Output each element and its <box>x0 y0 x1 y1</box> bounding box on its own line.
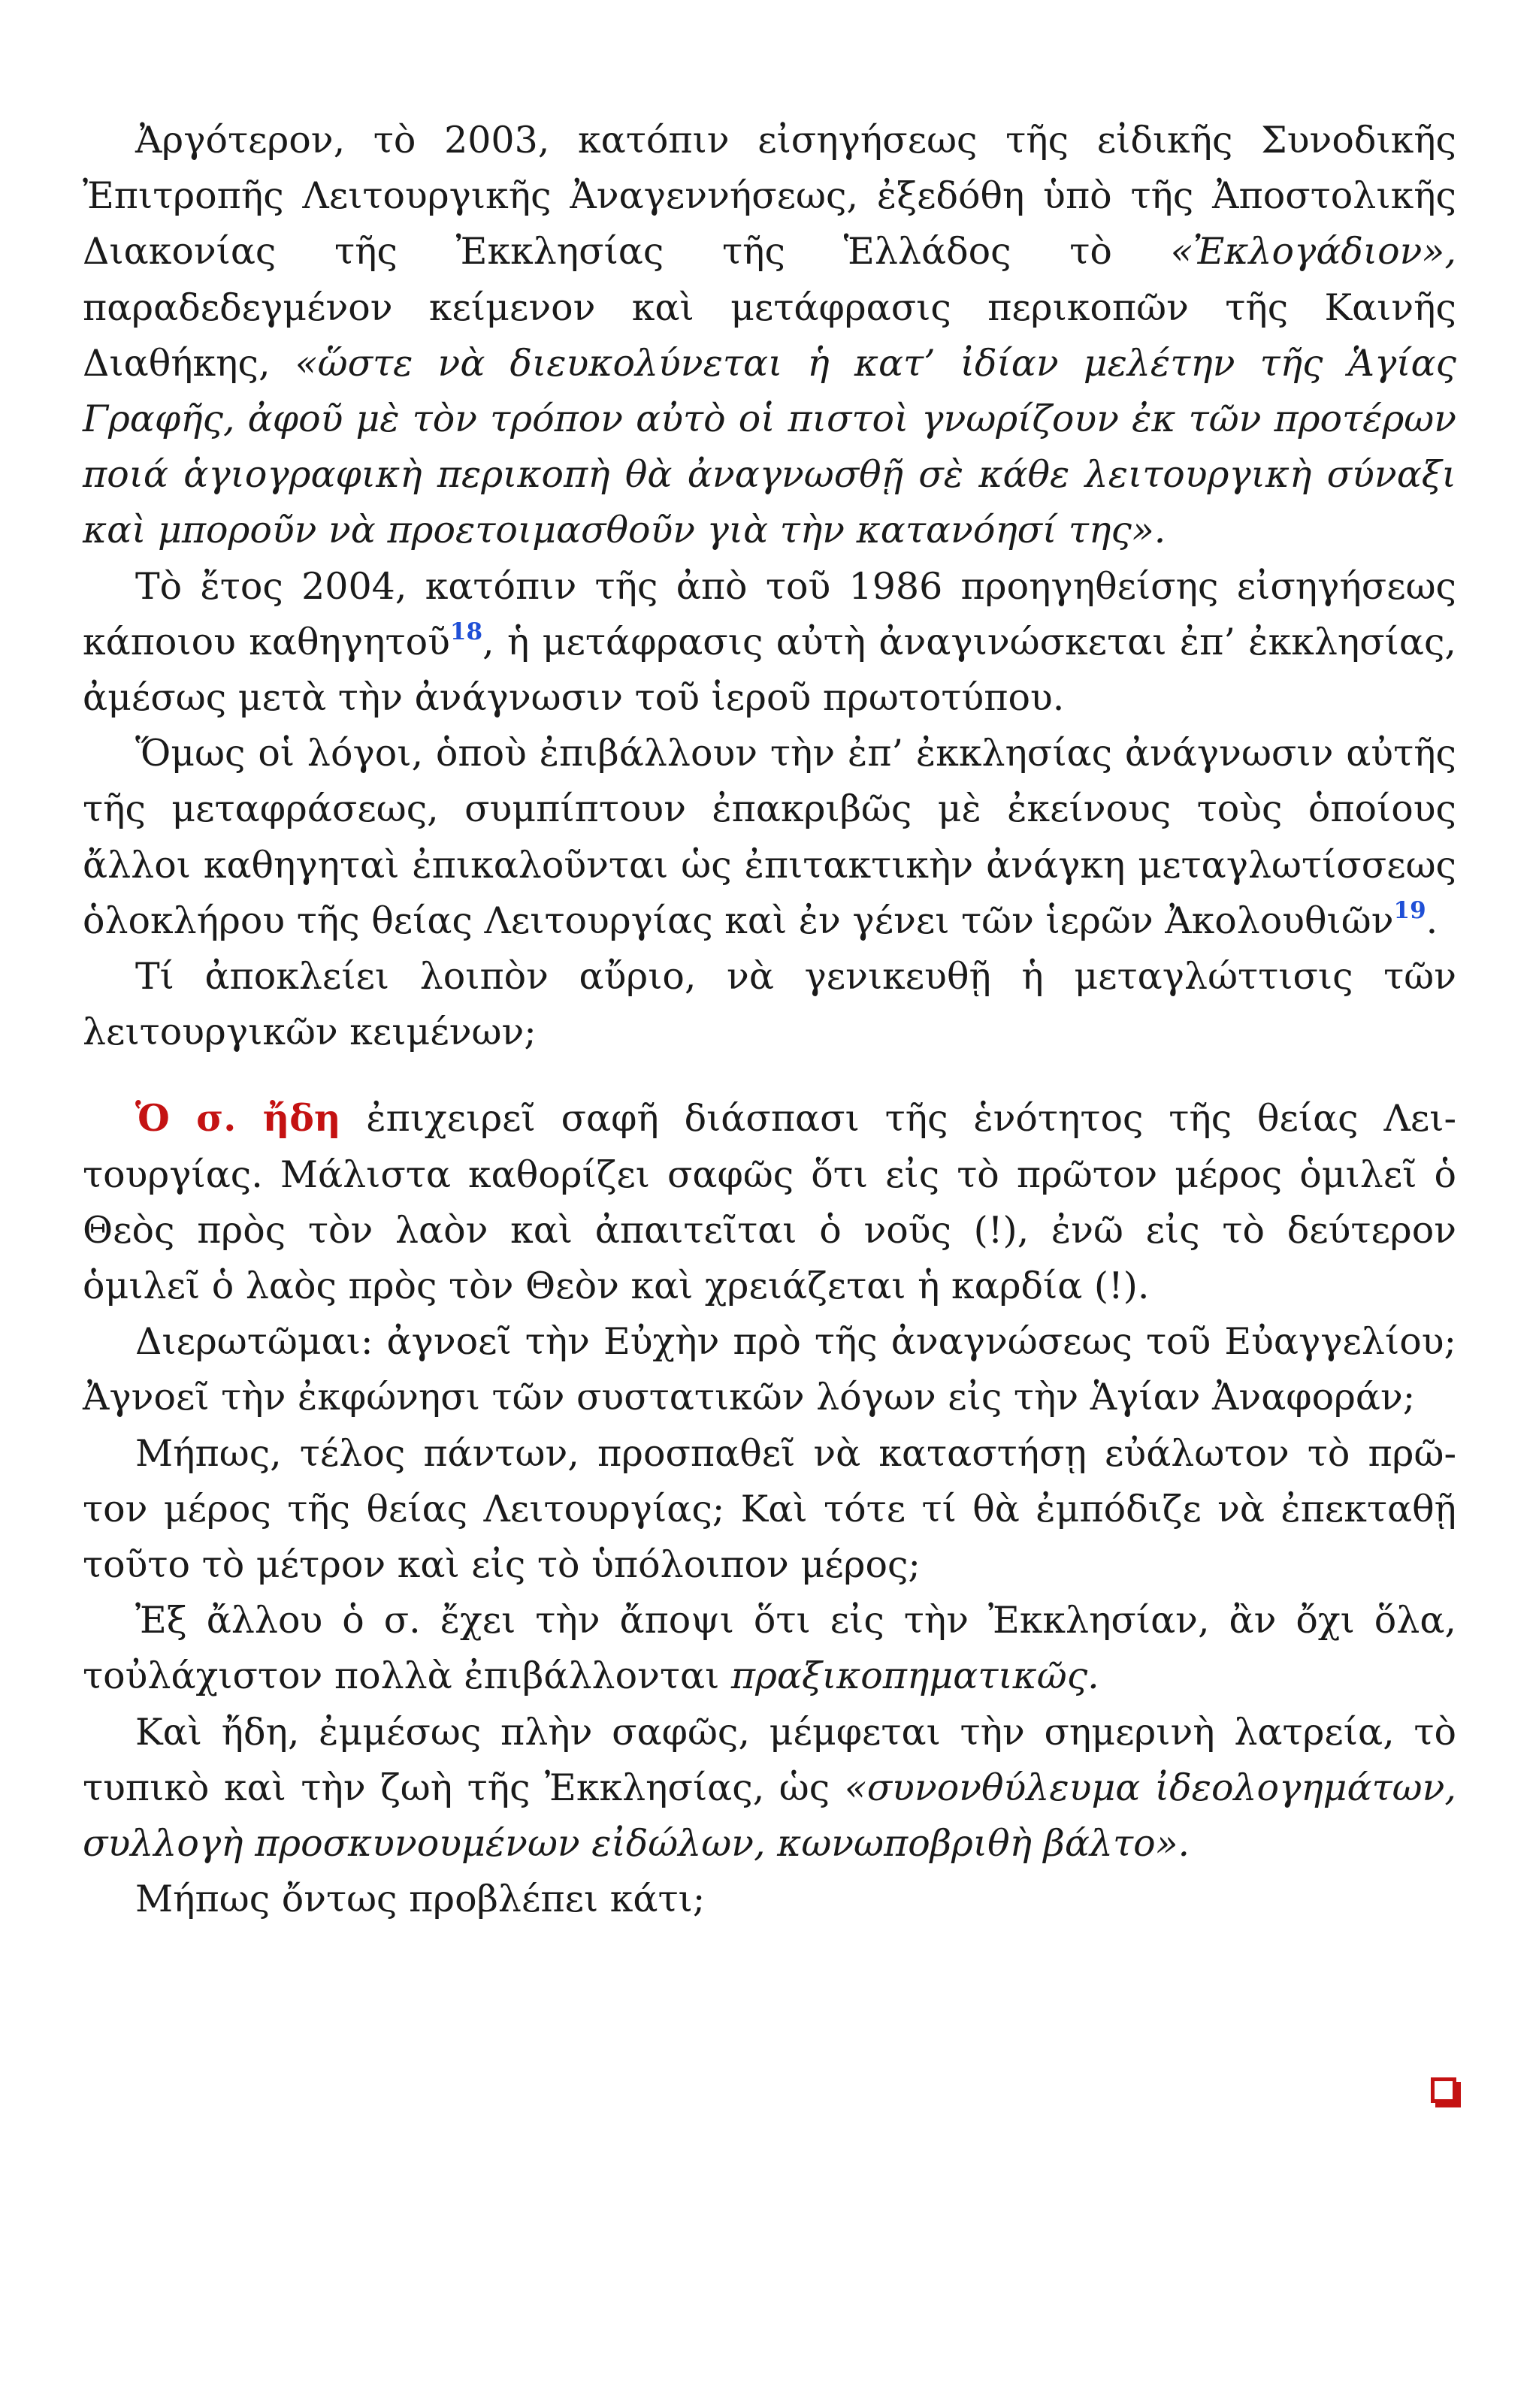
box-end-icon <box>1431 2077 1456 2103</box>
italic-quote: «συνονθύλευμα ἰδεολογημάτων, συλλογὴ προσκυνουμένων εἰδώλων, κωνωποβριθὴ βάλτο». <box>83 1766 1456 1866</box>
italic-title: «Ἐκλογάδιον», <box>1170 230 1456 273</box>
paragraph-division <box>83 1090 1456 1314</box>
footnote-ref-18[interactable]: 18 <box>449 618 483 645</box>
lead-in-heading: Ὁ σ. ἤδη <box>135 1096 341 1141</box>
paragraph-wonder <box>83 1314 1456 1425</box>
italic-quote: «ὥστε νὰ διευκολύνεται ἡ κατ’ ἰδίαν μελέτην τῆς Ἁγίας Γραφῆς, ἀφοῦ μὲ τὸν τρόπον αὐτὸ οἱ πιστοὶ γνωρίζουν ἐκ τῶν προτέρων ποιά ἁγιογραφικὴ περικοπὴ θὰ ἀναγνωσθῇ σὲ κάθε λειτουργικὴ σύναξι καὶ μποροῦν νὰ προετοιμασθοῦν γιὰ τὴν κατανόησί της». <box>83 341 1456 552</box>
paragraph-eklogadion <box>83 113 1456 559</box>
text-run: Ὅμως οἱ λόγοι, ὁποὺ ἐπιβάλλουν τὴν ἐπ’ ἐκκλησίας ἀνάγνωσιν αὐτῆς τῆς μεταφράσεως, συμπίπτουν ἐπακριβῶς μὲ ἐκείνους τοὺς ὁποίους ἄλλοι καθηγηταὶ ἐπικαλοῦνται ὡς ἐπιτακτικὴν ἀνάγκη μεταγλωτίσσεως ὁλοκλήρου τῆς θείας Λειτουργίας καὶ ἐν γένει τῶν ἱερῶν Ἀκολουθιῶν <box>83 732 1456 942</box>
text-run: Διερωτῶμαι: ἀγνοεῖ τὴν Εὐχὴν πρὸ τῆς ἀναγνώσεως τοῦ Εὐαγγελίου; Ἀγνοεῖ τὴν ἐκφώνησι τῶν συστατικῶν λόγων εἰς τὴν Ἁγίαν Ἀναφοράν; <box>83 1320 1456 1419</box>
text-run: Ἐξ ἄλλου ὁ σ. ἔχει τὴν ἄποψι ὅτι εἰς τὴν Ἐκκλησίαν, ἂν ὄχι ὅλα, τοὐλάχιστον πολλὰ ἐπιβάλλονται <box>83 1599 1456 1698</box>
text-run: Ἀργότερον, τὸ 2003, κατόπιν εἰσηγήσεως τῆς εἰδικῆς Συνοδικῆς Ἐπιτροπῆς Λειτουργικῆς Ἀναγεννήσεως, ἐξεδόθη ὑπὸ τῆς Ἀποστολικῆς Διακονίας τῆς Ἐκκλησίας τῆς Ἑλλάδος τὸ <box>83 119 1456 273</box>
text-run: Μήπως ὄντως προβλέπει κάτι; <box>135 1878 706 1921</box>
paragraph-besides <box>83 1593 1456 1704</box>
paragraph-perhaps <box>83 1426 1456 1594</box>
text-run: Τί ἀποκλείει λοιπὸν αὔριο, νὰ γενικευθῇ ἡ μεταγλώττισις τῶν λειτουργικῶν κειμένων; <box>83 955 1456 1054</box>
paragraph-blames <box>83 1705 1456 1872</box>
text-run: Τὸ ἔτος 2004, κατόπιν τῆς ἀπὸ τοῦ 1986 προηγηθείσης εἰσηγήσεως κάποιου καθηγητοῦ <box>83 564 1456 663</box>
text-run: , ἡ μετάφρασις αὐτὴ ἀναγινώσκεται ἐπ’ ἐκκλησίας, ἀμέσως μετὰ τὴν ἀνάγνωσιν τοῦ ἱεροῦ πρωτοτύπου. <box>83 620 1457 720</box>
paragraph-reasons <box>83 726 1456 949</box>
text-run: . <box>1426 899 1438 942</box>
paragraph-year-2004 <box>83 559 1456 727</box>
text-run: Μήπως, τέλος πάντων, προσπαθεῖ νὰ καταστήσῃ εὐάλωτον τὸ πρῶτον μέρος τῆς θείας Λειτουργίας; Καὶ τότε τί θὰ ἐμπόδιζε νὰ ἐπεκταθῇ τοῦτο τὸ μέτρον καὶ εἰς τὸ ὑπόλοιπον μέρος; <box>83 1431 1456 1587</box>
text-run: Καὶ ἤδη, ἐμμέσως πλὴν σαφῶς, μέμφεται τὴν σημερινὴ λατρεία, τὸ τυπικὸ καὶ τὴν ζωὴ τῆς Ἐκκλησίας, ὡς <box>83 1710 1456 1809</box>
italic-word: πραξικοπηματικῶς. <box>730 1654 1099 1698</box>
paragraph-final-question <box>83 1872 1456 1927</box>
footnote-ref-19[interactable]: 19 <box>1393 896 1426 924</box>
text-run: ἐπιχειρεῖ σαφῆ διάσπασι τῆς ἑνότητος τῆς θείας Λειτουργίας. Μάλιστα καθορίζει σαφῶς ὅτι εἰς τὸ πρῶτον μέρος ὁμιλεῖ ὁ Θεὸς πρὸς τὸν λαὸν καὶ ἀπαιτεῖται ὁ νοῦς (!), ἐνῶ εἰς τὸ δεύτερον ὁμιλεῖ ὁ λαὸς πρὸς τὸν Θεὸν καὶ χρειάζεται ἡ καρδία (!). <box>83 1097 1456 1308</box>
text-run: παραδεδεγμένον κείμενον καὶ μετάφρασις περικοπῶν τῆς Καινῆς Διαθήκης, <box>83 286 1456 385</box>
page-body <box>83 113 1456 1928</box>
paragraph-question <box>83 949 1456 1060</box>
